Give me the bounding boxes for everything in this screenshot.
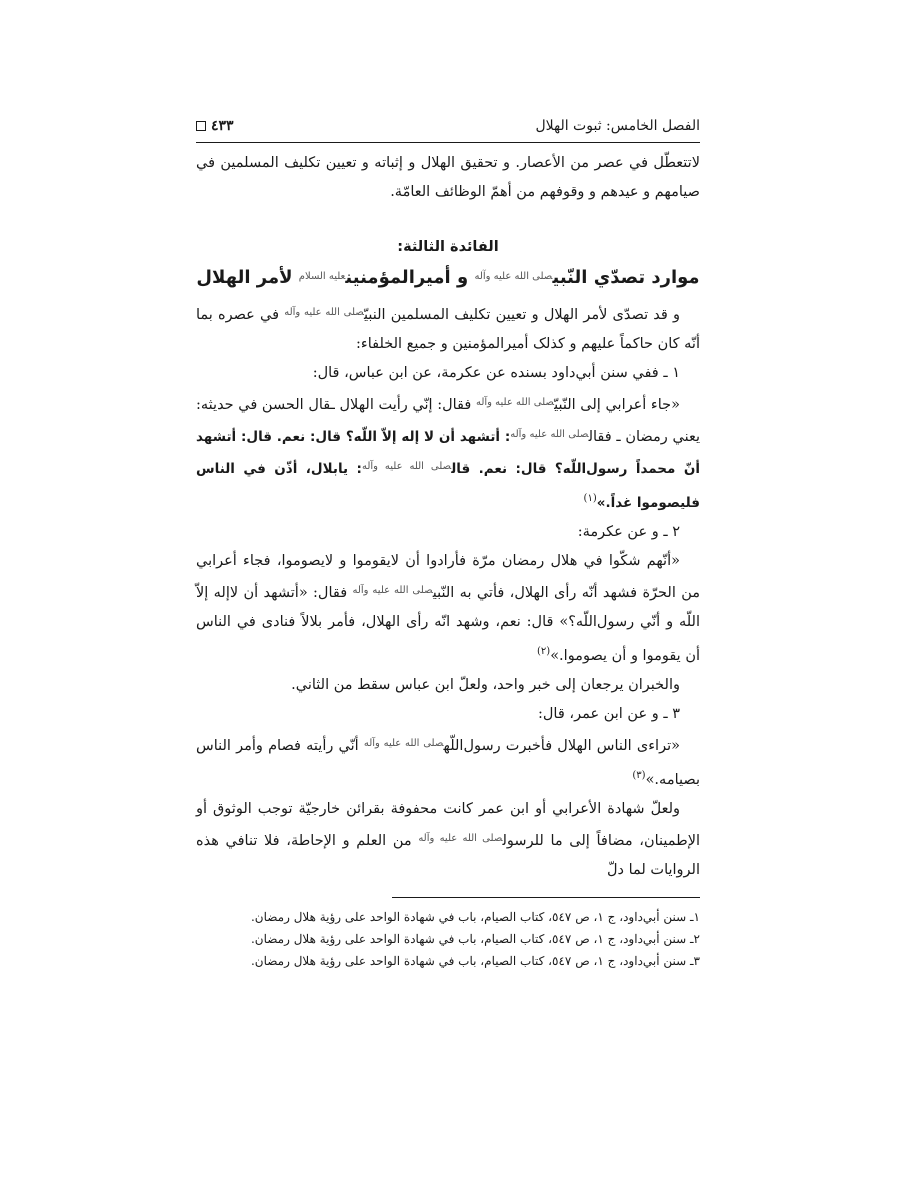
chapter-title: الفصل الخامس: ثبوت الهلال (535, 118, 700, 134)
item3-quote-a: «تراءى الناس الهلال فأخبرت رسول‌اللّه (443, 738, 680, 754)
footnote-2: ٢ـ سنن أبي‌داود، ج ١، ص ٥٤٧، كتاب الصيام، باب في شهادة الواحد على رؤية هلال رمضان. (250, 932, 700, 946)
comment2-b: من العلم و الإحاطة، فلا تنافي هذه الروايات لما دلّ (196, 833, 700, 878)
prophet-honorific: صلى الله عليه وآله (352, 585, 433, 596)
item2-quote-a: «أنّهم شكّوا في هلال رمضان مرّة فأرادوا أن لايقوموا و لايصوموا، فجاء أعرابي من الحرّة فشهد أنّه رأى الهلال، فأتي به النّبي (196, 553, 700, 601)
prophet-honorific: صلى الله عليه وآله (363, 738, 444, 749)
section-title (196, 261, 700, 294)
item1-quote-a: «جاء أعرابي إلى النّبيّ (554, 397, 680, 413)
comment-paragraph-1: والخبران يرجعان إلى خبر واحد، ولعلّ ابن عباس سقط من الثاني. (291, 677, 680, 693)
item-3-quote (196, 729, 700, 795)
item1-quote-d: : يابلال، أذّن في الناس فليصوموا غداً.» (196, 461, 700, 511)
item3-quote-b: أنّي رأيته فصام وأمر الناس بصيامه.» (196, 738, 700, 788)
item-2-intro: ٢ ـ و عن عكرمة: (577, 524, 680, 540)
prophet-honorific: صلى الله عليه وآله (475, 397, 555, 408)
footnote-ref-2: (٢) (537, 646, 551, 657)
item-1-intro: ١ ـ ففي سنن أبي‌داود بسنده عن عكرمة، عن ابن عباس، قال: (312, 365, 680, 381)
running-header (196, 112, 700, 140)
footnote-3: ٣ـ سنن أبي‌داود، ج ١، ص ٥٤٧، كتاب الصيام، باب في شهادة الواحد على رؤية هلال رمضان. (250, 954, 700, 968)
footnote-rule (392, 897, 700, 898)
prophet-honorific: صلى الله عليه وآله (418, 833, 503, 844)
section-title-part1: موارد تصدّي النّبي (552, 267, 700, 288)
item-2-quote (196, 547, 700, 671)
prophet-honorific: صلى الله عليه وآله (510, 429, 589, 440)
prophet-honorific: صلى الله عليه وآله (284, 307, 364, 318)
section-label: الفائدة الثالثة: (397, 239, 499, 255)
p1-text-b: في عصره بما أنّه كان حاكماً عليهم و كذلک أميرالمؤمنين و جميع الخلفاء: (196, 307, 700, 352)
section-heading (196, 233, 700, 294)
prophet-honorific: صلى الله عليه وآله (361, 461, 452, 472)
item1-quote-c: : أتشهد أن لا إله إلاّ اللّه؟ قال: نعم. قال: أتشهد أنّ محمداً رسول‌اللّه؟ قال: نعم. قال (196, 429, 700, 477)
square-ornament-icon (196, 121, 206, 131)
footnotes-list (196, 906, 700, 972)
footnote-ref-1: (١) (583, 493, 597, 504)
imam-honorific: عليه السلام (298, 271, 346, 282)
header-rule (196, 142, 700, 143)
comment2-a: ولعلّ شهادة الأعرابي أو ابن عمر كانت محفوفة بقرائن خارجيّة توجب الوثوق أو الإطمينان، مضافاً إلى ما للرسول (196, 801, 700, 849)
item-1-quote (196, 388, 700, 518)
section-title-part3: لأمر الهلال (196, 267, 299, 288)
intro-paragraph: لاتتعطّل في عصر من الأعصار. و تحقيق الهلال و إثباته و تعيين تكليف المسلمين في صيامهم و عيدهم و وقوفهم من أهمّ الوظائف العامّة. (196, 155, 700, 200)
item2-quote-b: فقال: «أتشهد أن لاإله إلاّ اللّه و أنّي رسول‌اللّه؟» قال: نعم، وشهد انّه رأى الهلال، فأمر بلالاً فنادى في الناس أن يقوموا و أن يصوموا.» (196, 585, 700, 664)
body-paragraph-1 (196, 298, 700, 359)
item-3-intro: ٣ ـ و عن ابن عمر، قال: (538, 706, 680, 722)
book-page (196, 112, 700, 972)
prophet-honorific: صلى الله عليه وآله (474, 271, 553, 282)
page-number-group (196, 118, 234, 134)
page-number: ٤٣٣ (211, 118, 234, 134)
footnote-ref-3: (٣) (632, 770, 646, 781)
footnote-1: ١ـ سنن أبي‌داود، ج ١، ص ٥٤٧، كتاب الصيام، باب في شهادة الواحد على رؤية هلال رمضان. (250, 910, 700, 924)
section-title-part2: و أميرالمؤمنين (345, 267, 475, 288)
p1-text-a: و قد تصدّى لأمر الهلال و تعيين تكليف المسلمين النبيّ (363, 307, 680, 323)
item1-quote-b: فقال: إنّي رأيت الهلال ـقال الحسن في حديثه: يعني رمضان ـ فقال (196, 397, 700, 445)
comment-paragraph-2 (196, 795, 700, 885)
